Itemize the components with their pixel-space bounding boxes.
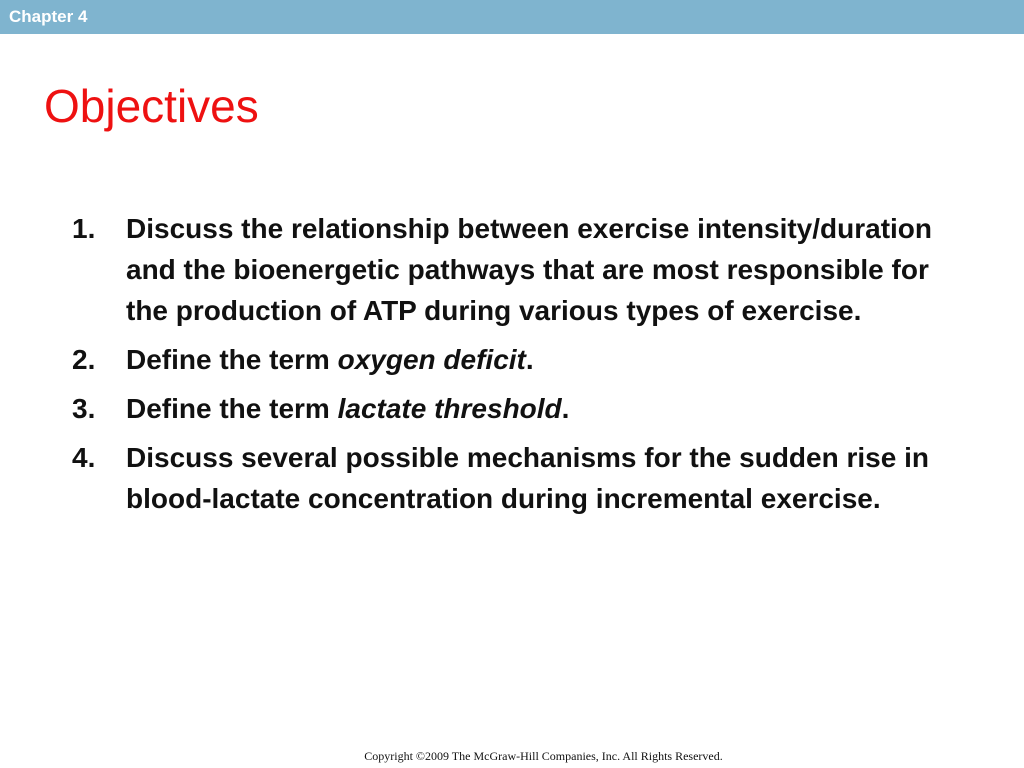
objective-item-2	[72, 339, 972, 380]
objective-item-3	[72, 388, 972, 429]
page-title: Objectives	[44, 80, 259, 132]
objective-prefix: Define the term	[126, 344, 338, 375]
objectives-list	[72, 208, 972, 527]
objective-term: lactate threshold	[337, 393, 562, 424]
objective-prefix: Define the term	[126, 393, 338, 424]
objective-text	[126, 339, 946, 380]
copyright-footer: Copyright ©2009 The McGraw-Hill Companies, Inc. All Rights Reserved.	[364, 749, 723, 763]
objective-suffix: .	[525, 344, 534, 375]
objective-item-1	[72, 208, 972, 331]
chapter-label: Chapter 4	[9, 7, 88, 26]
objective-text	[126, 388, 946, 429]
objective-text: Discuss several possible mechanisms for the sudden rise in blood-lactate concentration during incremental exercise.	[126, 442, 929, 514]
objective-suffix: .	[561, 393, 570, 424]
objective-item-4	[72, 437, 972, 519]
objective-text: Discuss the relationship between exercise intensity/duration and the bioenergetic pathways that are most responsible for the production of ATP during various types of exercise.	[126, 213, 933, 326]
objective-term: oxygen deficit	[337, 344, 526, 375]
chapter-header-bar	[0, 0, 1024, 34]
objective-number: 3.	[72, 393, 96, 424]
objective-number: 4.	[72, 442, 96, 473]
objective-number: 1.	[72, 213, 96, 244]
objective-number: 2.	[72, 344, 96, 375]
